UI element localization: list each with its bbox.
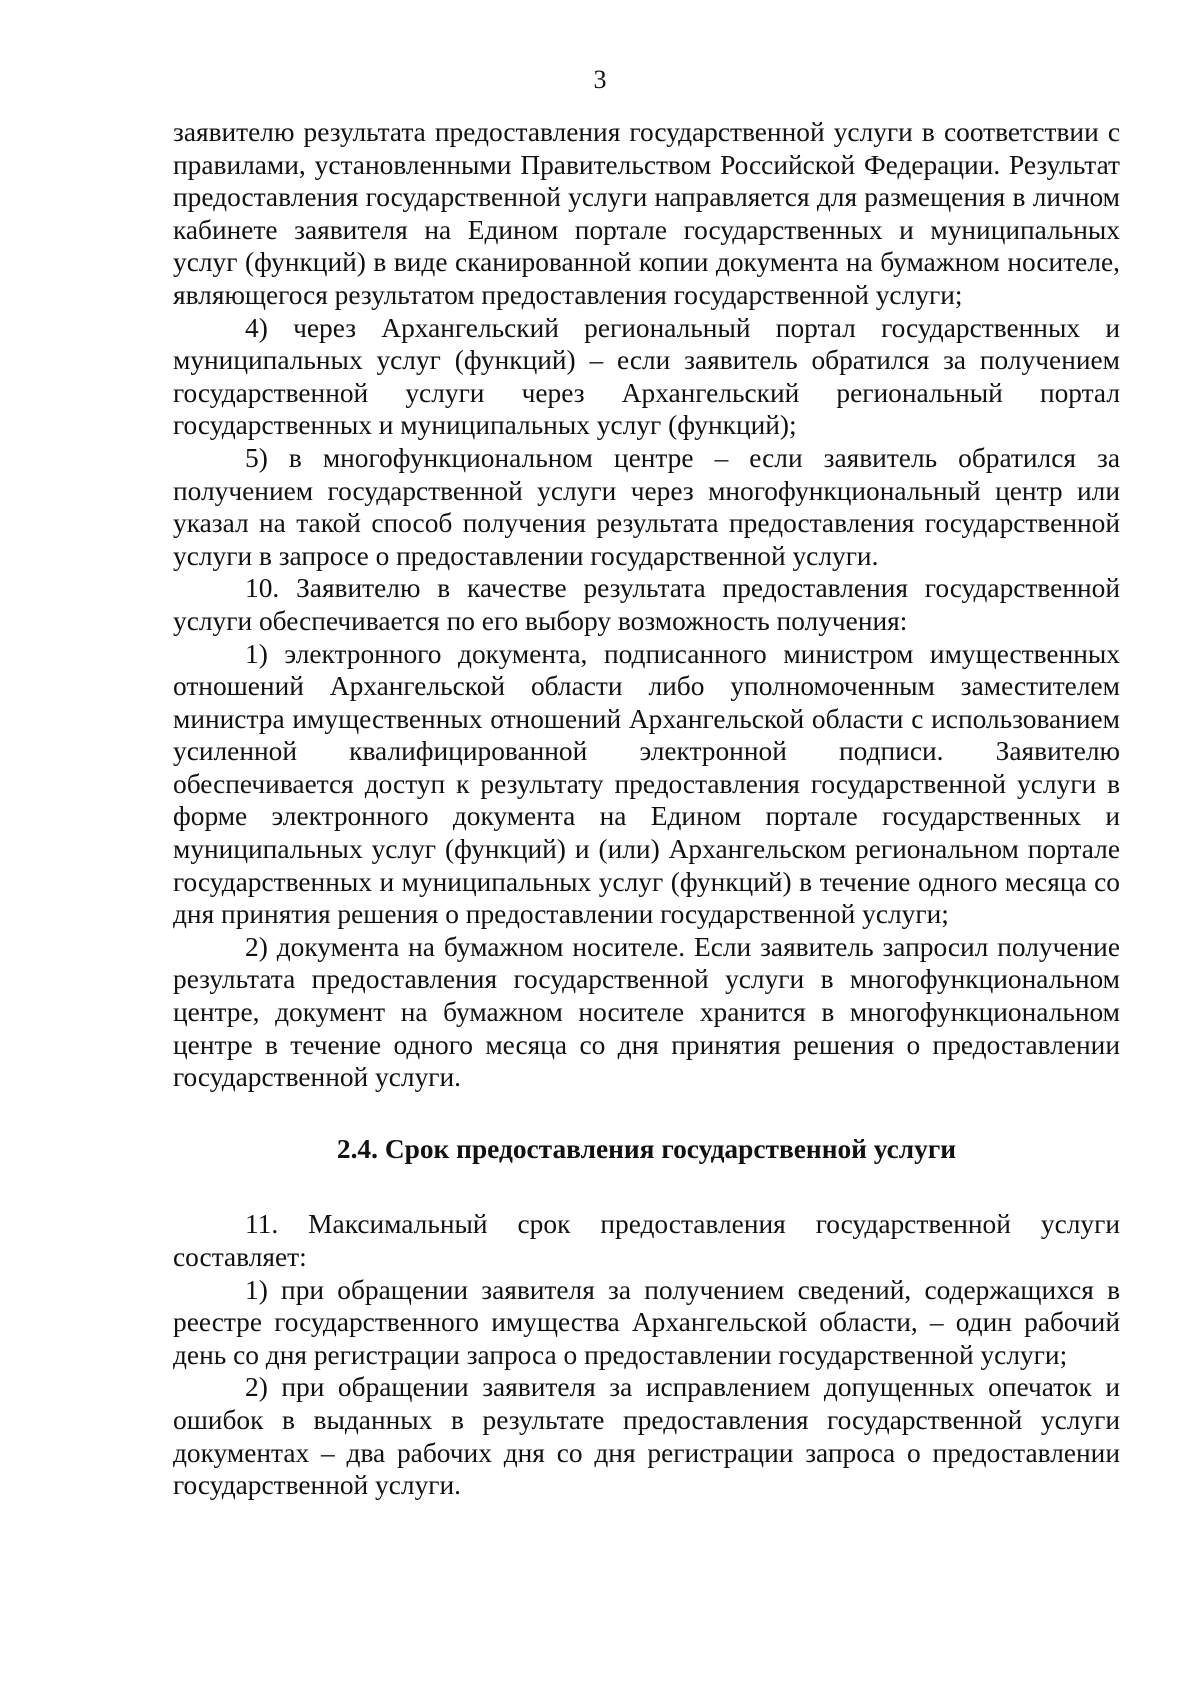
document-body [173, 116, 1120, 1502]
paragraph-clause-10: 10. Заявителю в качестве результата предоставления государственной услуги обеспечивается по его выбору возможность получения: [173, 573, 1120, 636]
section-heading: 2.4. Срок предоставления государственной услуги [336, 1133, 957, 1164]
paragraph-clause-11-item-1: 1) при обращении заявителя за получением сведений, содержащихся в реестре государственного имущества Архангельской области, – один рабочий день со дня регистрации запроса о предоставлении государственной услуги; [173, 1274, 1120, 1370]
paragraph-clause-11-item-2: 2) при обращении заявителя за исправлением допущенных опечаток и ошибок в выданных в результате предоставления государственной услуги документах – два рабочих дня со дня регистрации запроса о предоставлении государственной услуги. [173, 1372, 1120, 1501]
paragraph-clause-10-item-2: 2) документа на бумажном носителе. Если заявитель запросил получение результата предоставления государственной услуги в многофункциональном центре, документ на бумажном носителе хранится в многофункциональном центре в течение одного месяца со дня принятия решения о предоставлении государственной услуги. [173, 931, 1120, 1093]
paragraph-clause-10-item-1: 1) электронного документа, подписанного министром имущественных отношений Архангельской области либо уполномоченным заместителем министра имущественных отношений Архангельской области с использованием усиленной квалифицированной электронной подписи. Заявителю обеспечивается доступ к результату предоставления государственной услуги в форме электронного документа на Едином портале государственных и муниципальных услуг (функций) и (или) Архангельском региональном портале государственных и муниципальных услуг (функций) в течение одного месяца со дня принятия решения о предоставлении государственной услуги; [173, 638, 1120, 930]
paragraph-continuation: заявителю результата предоставления государственной услуги в соответствии с правилами, установленными Правительством Российской Федерации. Результат предоставления государственной услуги направляется для размещения в личном кабинете заявителя на Едином портале государственных и муниципальных услуг (функций) в виде сканированной копии документа на бумажном носителе, являющегося результатом предоставления государственной услуги; [173, 117, 1120, 310]
paragraph-item-5: 5) в многофункциональном центре – если заявитель обратился за получением государственной услуги через многофункциональный центр или указал на такой способ получения результата предоставления государственной услуги в запросе о предоставлении государственной услуги. [173, 442, 1120, 571]
page-number: 3 [593, 65, 607, 94]
paragraph-clause-11: 11. Максимальный срок предоставления государственной услуги составляет: [173, 1209, 1120, 1272]
paragraph-item-4: 4) через Архангельский региональный портал государственных и муниципальных услуг (функций) – если заявитель обратился за получением государственной услуги через Архангельский региональный портал государственных и муниципальных услуг (функций); [173, 312, 1120, 441]
